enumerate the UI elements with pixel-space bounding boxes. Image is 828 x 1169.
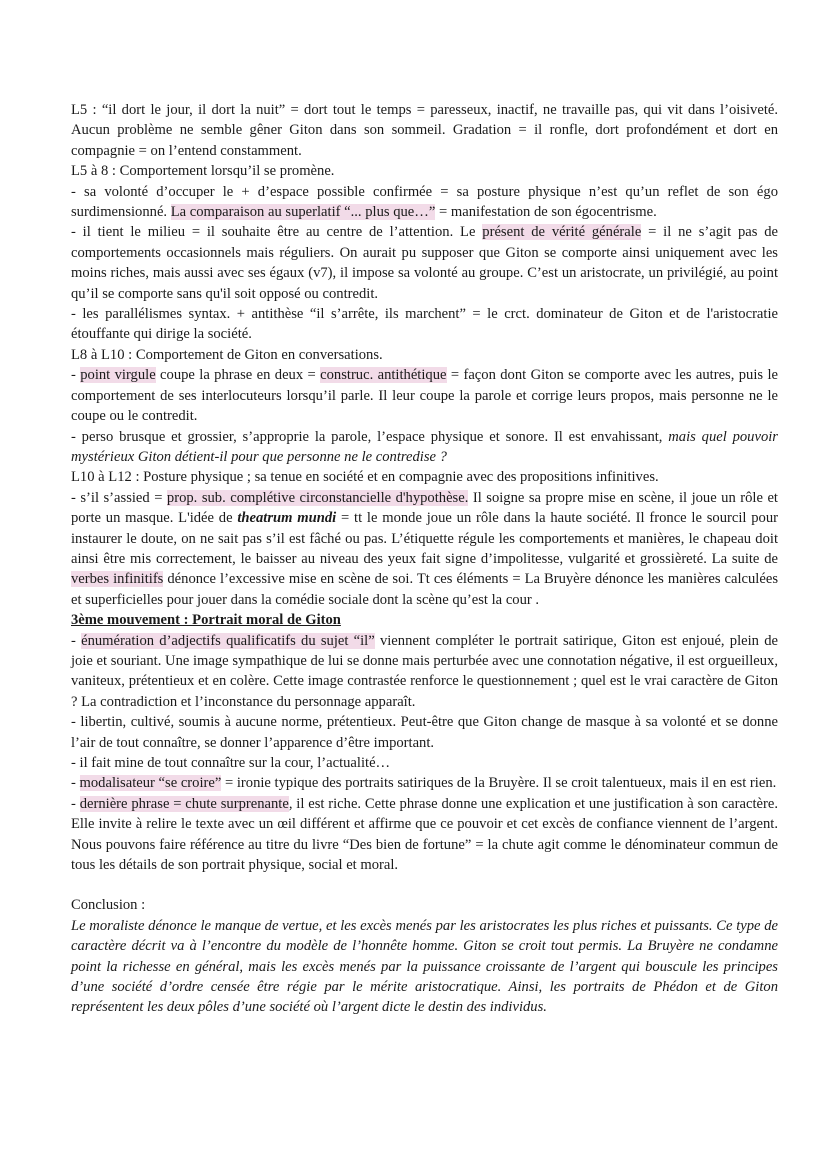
highlight-construc-antithetique: construc. antithétique — [320, 367, 447, 384]
section-title-l10-12: L10 à L12 : Posture physique ; sa tenue en société et en compagnie avec des propositions infinitives. — [71, 469, 659, 486]
bold-italic-theatrum-mundi: theatrum mundi — [237, 510, 337, 527]
highlight-verbes-infinitifs: verbes infinitifs — [71, 571, 164, 588]
highlight-present-verite: présent de vérité générale — [482, 224, 642, 241]
highlight-comparaison: La comparaison au superlatif “... plus que…” — [170, 204, 436, 221]
text: - il tient le milieu = il souhaite être au centre de l’attention. Le — [71, 224, 483, 241]
paragraph-mine: - il fait mine de tout connaître sur la cour, l’actualité… — [71, 755, 391, 771]
text: = manifestation de son égocentrisme. — [435, 204, 657, 221]
paragraph-volonte — [71, 182, 778, 223]
text: = ironie typique des portraits satiriques de la Bruyère. Il se croit talentueux, mais il en est rien. — [221, 775, 777, 792]
spacer — [71, 875, 778, 895]
text: - sa volonté d’occuper le + d’espace possible confirmée = sa posture physique n’est qu’un reflet de son égo surdimensionné. — [71, 183, 778, 221]
text: = façon dont Giton se comporte avec les autres, puis le comportement de ses interlocuteurs lorsqu’il parle. Il leur coupe la parole et corrige leurs propos, mais personne ne le coupe ou le contredit. — [71, 367, 778, 425]
text: = il ne s’agit pas de comportements occasionnels mais réguliers. On aurait pu supposer que Giton se comporte ainsi uniquement avec les moins riches, mais aussi avec ses égaux (v7), il impose sa volonté au groupe. C’est un aristocrate, un privilégié, au point qu’il se comporte sans qu'il soit opposé ou contredit. — [71, 224, 778, 302]
conclusion-text: Le moraliste dénonce le manque de vertue, et les excès menés par les aristocrates les plus riches et puissants. Ce type de caractère décrit va à l’encontre du modèle de l’honnête homme. Giton se croit tout permis. La Bruyère ne condamne point la richesse en général, mais les excès menés par la puissance croissante de l’argent qui bouscule les principes d’une société d’ordre censée être régie par le mérite aristocratique. Ainsi, les portraits de Phédon et de Giton représentent les deux pôles d’une société où l’argent dicte le destin des individus. — [71, 917, 778, 1016]
highlight-derniere-phrase: dernière phrase = chute surprenante — [79, 795, 289, 812]
text: - s’il s’assied = — [71, 489, 167, 506]
highlight-modalisateur: modalisateur “se croire” — [79, 775, 222, 792]
text: - — [71, 775, 80, 792]
paragraph-enumeration — [71, 631, 778, 713]
section-title-l5-8: L5 à 8 : Comportement lorsqu’il se promène. — [71, 163, 335, 180]
highlight-enumeration: énumération d’adjectifs qualificatifs du sujet “il” — [81, 632, 375, 649]
paragraph-assied — [71, 488, 778, 610]
paragraph-perso-brusque — [71, 427, 778, 468]
text: viennent compléter le portrait satirique, Giton est enjoué, plein de joie et souriant. Une image sympathique de lui se donne mais perturbée avec une connotation négative, il est orgueilleux, vaniteux, prétentieux et en colère. Cette image contrastée renforce le questionnement ; quel est le vrai caractère de Giton ? La contradiction et l’inconstance du personnage apparaît. — [71, 632, 778, 710]
text: - — [71, 795, 80, 812]
text: dénonce l’excessive mise en scène de soi. Tt ces éléments = La Bruyère dénonce les manières calculées et superficielles pour jouer dans la comédie sociale dont la scène qu’est la cour . — [71, 571, 778, 608]
text: coupe la phrase en deux = — [155, 367, 321, 384]
highlight-point-virgule: point virgule — [80, 367, 156, 384]
highlight-prop-sub: prop. sub. complétive circonstancielle d'hypothèse. — [166, 489, 469, 506]
text: - — [71, 367, 81, 384]
section-title-l8-10: L8 à L10 : Comportement de Giton en conversations. — [71, 346, 383, 363]
italic-question: mais quel pouvoir mystérieux Giton détient-il pour que personne ne le contredise ? — [71, 428, 778, 465]
paragraph-parallelismes: - les parallélismes syntax. + antithèse “il s’arrête, ils marchent” = le crct. dominateur de Giton et de l'aristocratie étouffante qui dirige la société. — [71, 306, 778, 343]
paragraph-libertin: - libertin, cultivé, soumis à aucune norme, prétentieux. Peut-être que Giton change de masque à sa volonté et se donne l’air de tout connaître, se donner l’apparence d’être important. — [71, 714, 778, 751]
text: = tt le monde joue un rôle dans la haute société. Il fronce le sourcil pour instaurer le doute, on ne sait pas s’il est fâché ou pas. L’étiquette régule les comportements et manières, le chapeau doit ainsi être mis correctement, le baisser au niveau des yeux fait signe d’impolitesse, vulgarité et grossièreté. La suite de — [71, 510, 778, 567]
heading-3eme-mouvement: 3ème mouvement : Portrait moral de Giton — [71, 612, 341, 629]
text: - — [71, 632, 82, 649]
paragraph-point-virgule — [71, 365, 778, 426]
text: , il est riche. Cette phrase donne une explication et une justification à son caractère. Elle invite à relire le texte avec un œil différent et affirme que ce pouvoir et cet excès de confiance viennent de l’argent. Nous pouvons faire référence au titre du livre “Des bien de fortune” = la chute agit comme le dénominateur commun de tous les détails de son portrait physique, social et moral. — [71, 795, 778, 874]
paragraph-milieu — [71, 222, 778, 304]
paragraph-l5: L5 : “il dort le jour, il dort la nuit” = dort tout le temps = paresseux, inactif, ne travaille pas, qui vit dans l’oisiveté. Aucun problème ne semble gêner Giton dans son sommeil. Gradation = il ronfle, dort profondément et dort en compagnie = on l’entend constamment. — [71, 102, 778, 159]
conclusion-title: Conclusion : — [71, 897, 146, 914]
text: Il soigne sa propre mise en scène, il joue un rôle et porte un masque. L'idée de — [71, 489, 778, 527]
paragraph-modalisateur — [71, 773, 778, 793]
text: - perso brusque et grossier, s’approprie la parole, l’espace physique et sonore. Il est envahissant, — [71, 428, 669, 445]
paragraph-derniere-phrase — [71, 794, 778, 876]
